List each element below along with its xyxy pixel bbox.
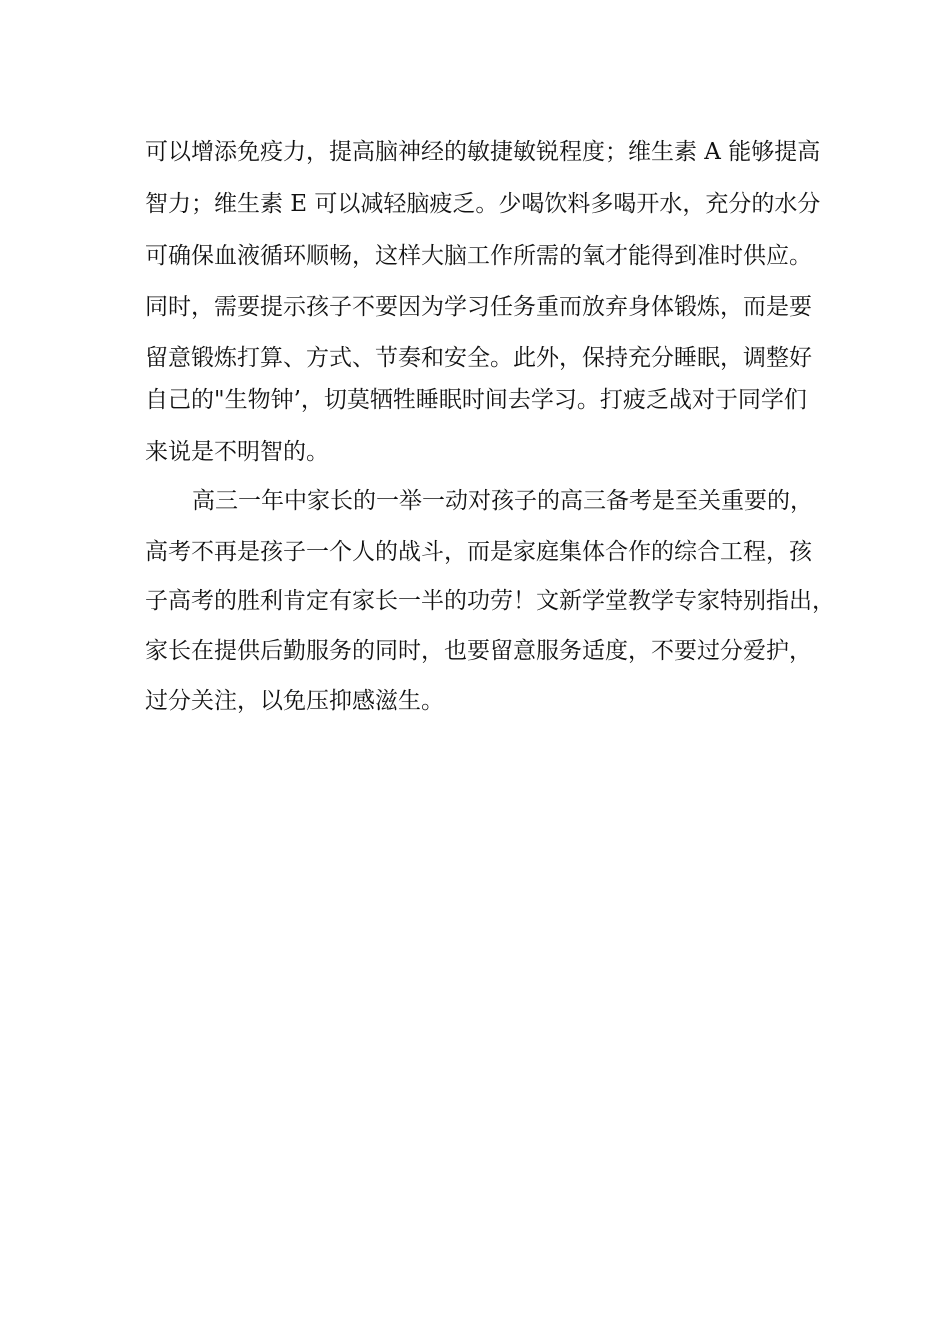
paragraph-2-line-3: 子高考的胜利肯定有家长一半的功劳！文新学堂教学专家特别指出， <box>145 588 835 614</box>
paragraph-1-line-1: 可以增添免疫力，提高脑神经的敏捷敏锐程度；维生素 A 能够提高 <box>145 139 821 165</box>
paragraph-2-line-5: 过分关注，以免压抑感滋生。 <box>145 688 444 714</box>
paragraph-1-line-6: 自己的"生物钟’，切莫牺牲睡眠时间去学习。打疲乏战对于同学们 <box>145 387 807 413</box>
paragraph-1-line-5: 留意锻炼打算、方式、节奏和安全。此外，保持充分睡眠，调整好 <box>145 345 812 371</box>
paragraph-1-line-7: 来说是不明智的。 <box>145 439 329 465</box>
paragraph-1-line-4: 同时，需要提示孩子不要因为学习任务重而放弃身体锻炼，而是要 <box>145 294 812 320</box>
paragraph-2-line-2: 高考不再是孩子一个人的战斗，而是家庭集体合作的综合工程，孩 <box>145 539 812 565</box>
paragraph-2-line-4: 家长在提供后勤服务的同时，也要留意服务适度，不要过分爱护， <box>145 638 812 664</box>
paragraph-2-line-1: 高三一年中家长的一举一动对孩子的高三备考是至关重要的， <box>192 488 813 514</box>
paragraph-1-line-3: 可确保血液循环顺畅，这样大脑工作所需的氧才能得到准时供应。 <box>145 243 812 269</box>
paragraph-1-line-2: 智力；维生素 E 可以减轻脑疲乏。少喝饮料多喝开水，充分的水分 <box>145 191 821 217</box>
